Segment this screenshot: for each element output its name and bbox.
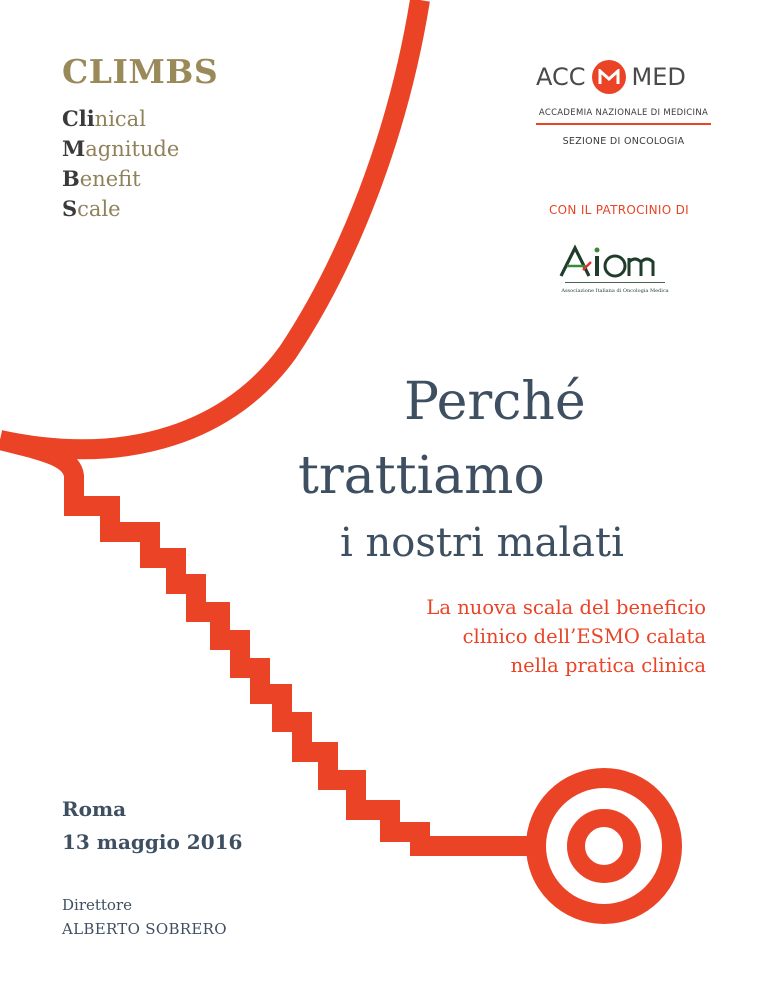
title-line-1: Perché xyxy=(404,372,586,432)
accmed-divider xyxy=(536,123,711,125)
aiom-logo xyxy=(555,240,675,300)
aiom-caption: Associazione Italiana di Oncologia Medica xyxy=(561,288,669,294)
subtitle xyxy=(346,593,706,680)
climbs-title: CLIMBS xyxy=(62,52,219,91)
aiom-logo-mark xyxy=(555,240,675,300)
title-line-3: i nostri malati xyxy=(340,520,624,566)
director-name: ALBERTO SOBRERO xyxy=(62,920,227,938)
chestpiece-outer-ring xyxy=(536,778,672,914)
accmed-med: MED xyxy=(631,63,686,91)
chestpiece-inner-ring xyxy=(576,818,632,874)
accmed-acc: ACC xyxy=(536,63,586,91)
accmed-m-icon xyxy=(592,60,626,94)
climbs-line-magnitude: Magnitude xyxy=(62,136,180,161)
subtitle-line-1: La nuova scala del beneficio xyxy=(426,596,706,619)
subtitle-line-3: nella pratica clinica xyxy=(510,654,706,677)
event-place: Roma xyxy=(62,797,127,821)
subtitle-line-2: clinico dell’ESMO calata xyxy=(462,625,706,648)
accmed-section: SEZIONE DI ONCOLOGIA xyxy=(562,136,685,147)
event-date: 13 maggio 2016 xyxy=(62,830,243,854)
patronage-label: CON IL PATROCINIO DI xyxy=(549,203,689,217)
director-role: Direttore xyxy=(62,896,133,914)
accmed-wordmark xyxy=(536,60,711,94)
accmed-subtitle: ACCADEMIA NAZIONALE DI MEDICINA xyxy=(538,108,709,118)
title-line-2: trattiamo xyxy=(298,446,545,506)
climbs-acronym xyxy=(62,104,179,224)
climbs-line-benefit: Benefit xyxy=(62,166,141,191)
accmed-logo xyxy=(536,60,711,147)
climbs-line-scale: Scale xyxy=(62,196,121,221)
climbs-line-clinical: Clinical xyxy=(62,106,146,131)
